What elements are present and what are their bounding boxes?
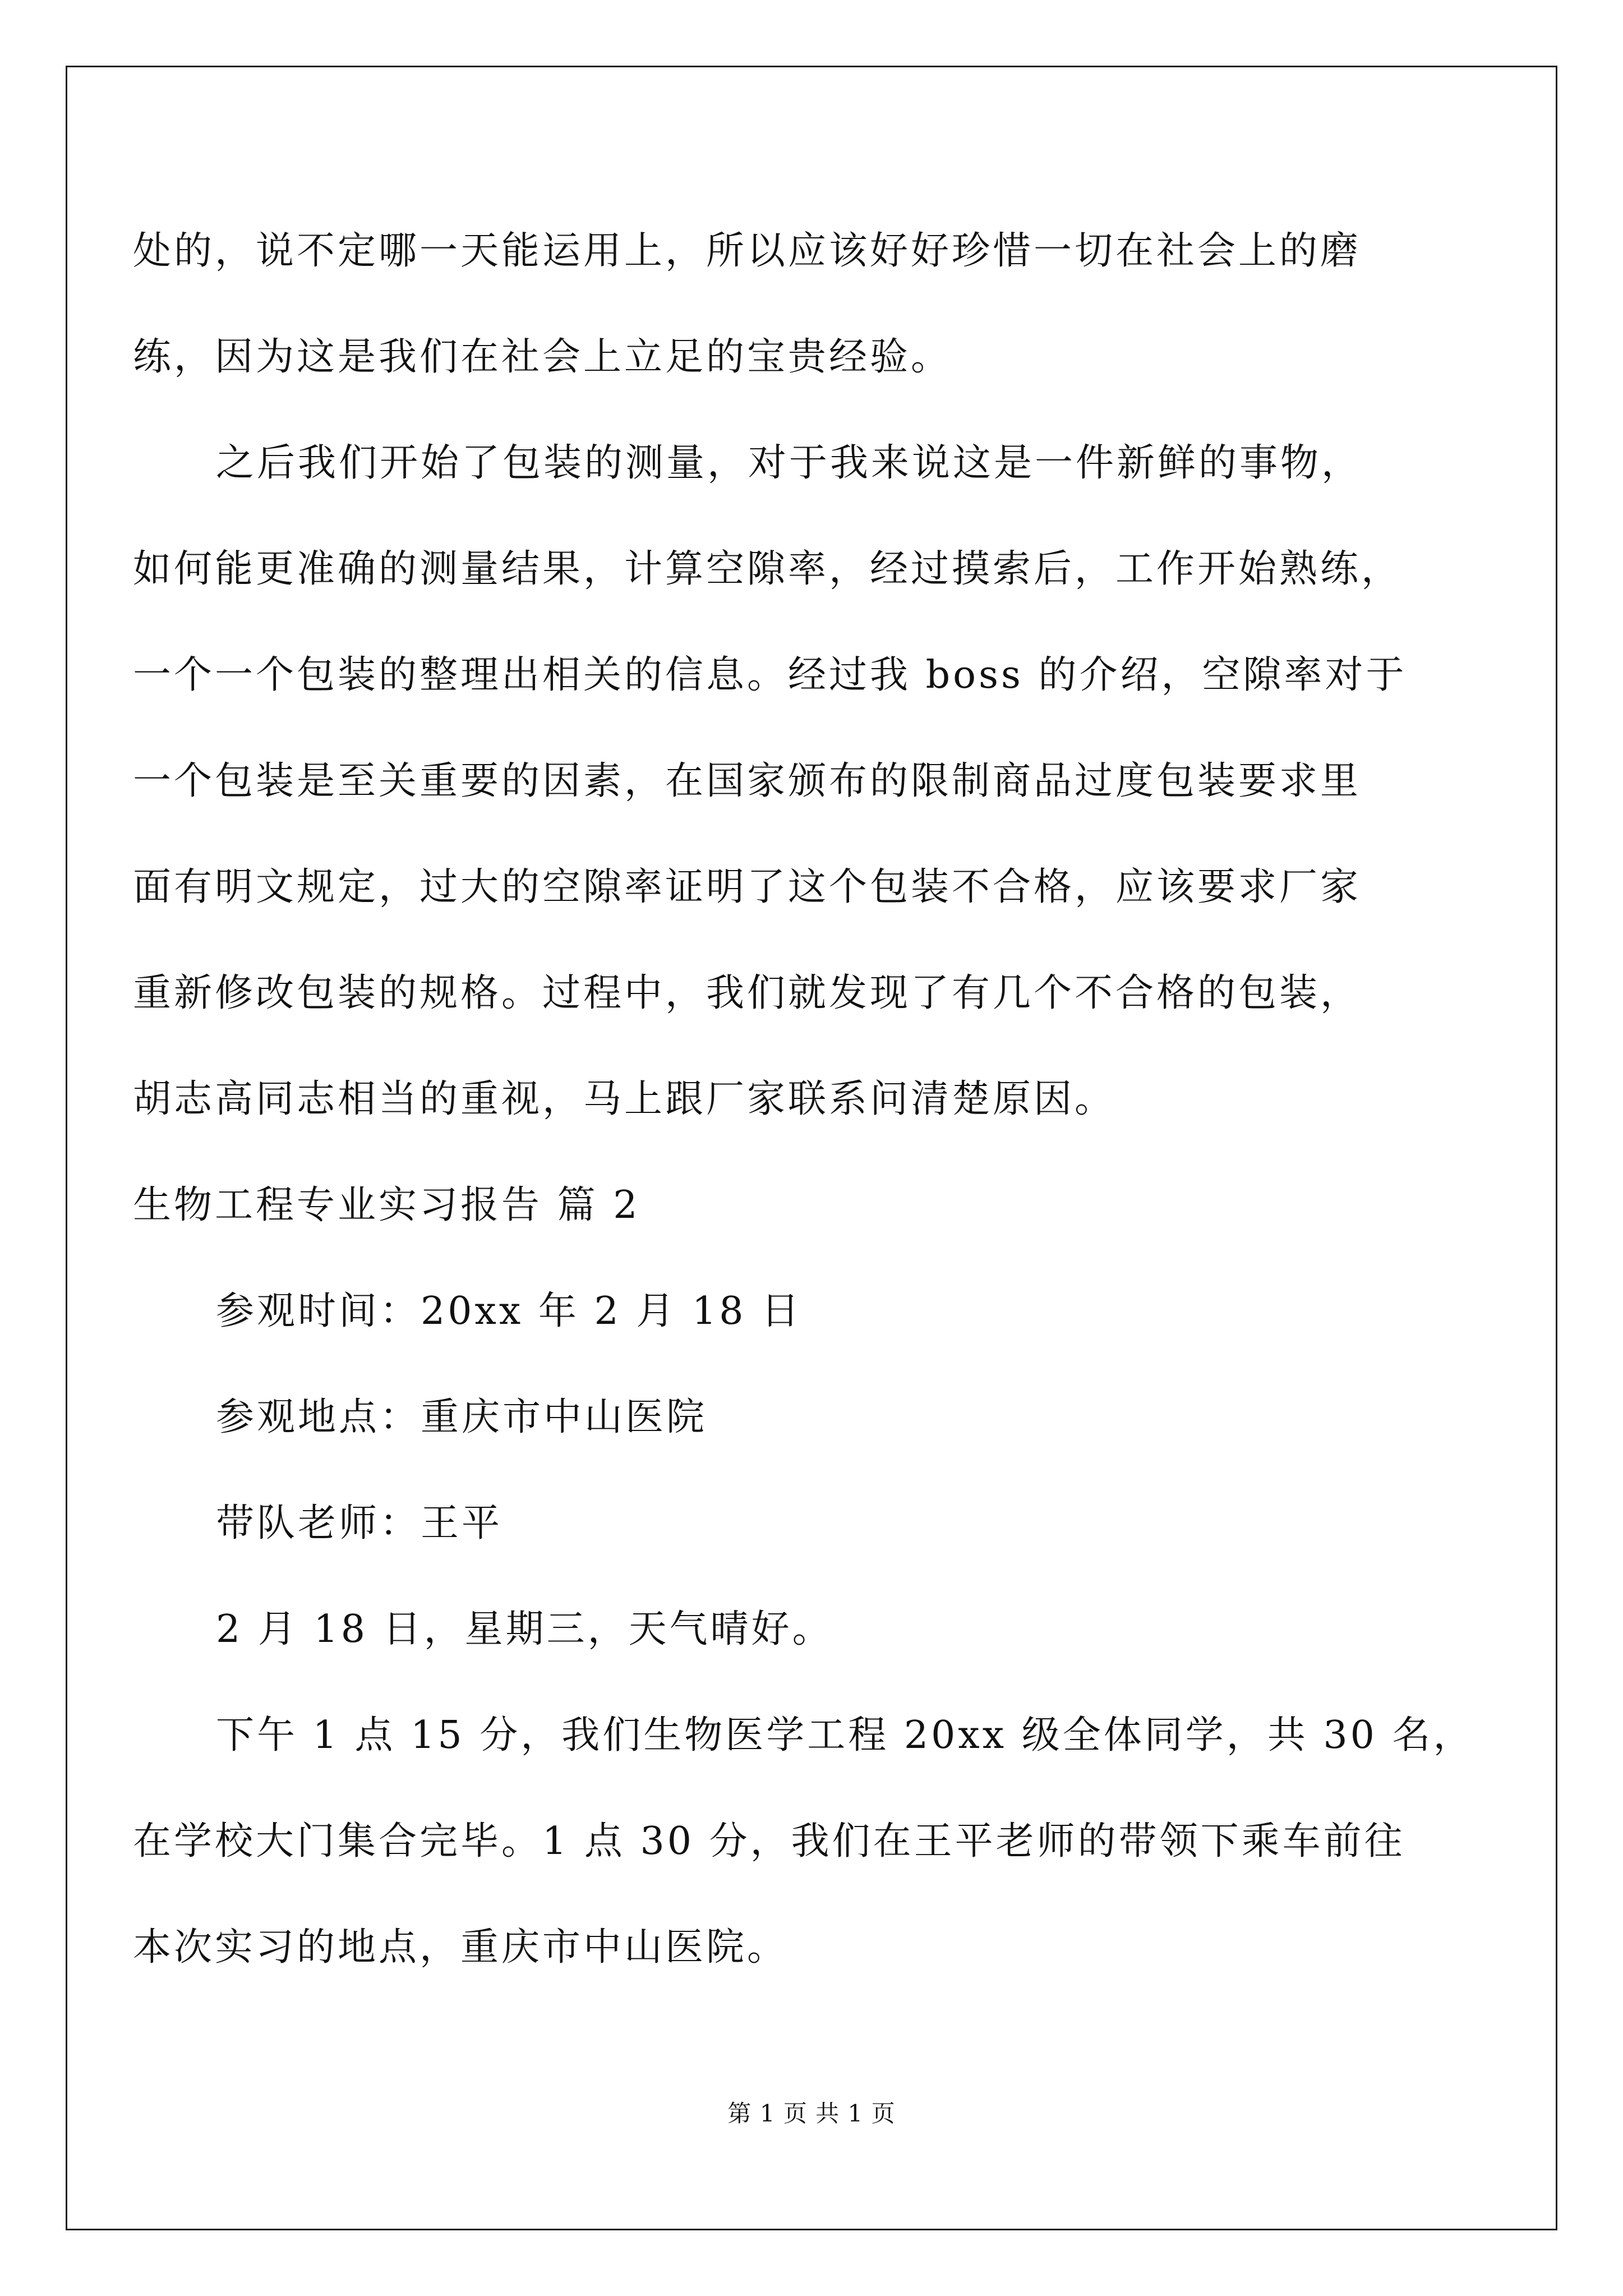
body-text-line: 重新修改包装的规格。过程中，我们就发现了有几个不合格的包装， (133, 971, 1362, 1015)
page-border (66, 66, 1557, 2230)
body-text-line: 下午 1 点 15 分，我们生物医学工程 20xx 级全体同学，共 30 名， (216, 1713, 1474, 1757)
body-text-line: 本次实习的地点，重庆市中山医院。 (133, 1925, 789, 1970)
body-text-line: 如何能更准确的测量结果，计算空隙率，经过摸索后，工作开始熟练， (133, 547, 1403, 591)
body-text-line: 面有明文规定，过大的空隙率证明了这个包装不合格，应该要求厂家 (133, 865, 1362, 909)
teacher: 带队老师：王平 (216, 1501, 503, 1545)
visit-place: 参观地点：重庆市中山医院 (216, 1395, 708, 1439)
body-text-line: 一个一个包装的整理出相关的信息。经过我 boss 的介绍，空隙率对于 (133, 653, 1407, 697)
page-indicator: 第 1 页 共 1 页 (727, 2100, 896, 2127)
body-text-line: 在学校大门集合完毕。1 点 30 分，我们在王平老师的带领下乘车前往 (133, 1819, 1405, 1864)
date-weather: 2 月 18 日，星期三，天气晴好。 (216, 1607, 833, 1651)
body-text-line: 处的，说不定哪一天能运用上，所以应该好好珍惜一切在社会上的磨 (133, 229, 1362, 273)
section-heading: 生物工程专业实习报告 篇 2 (133, 1183, 640, 1227)
body-text-line: 胡志高同志相当的重视，马上跟厂家联系问清楚原因。 (133, 1077, 1116, 1121)
body-text-line: 之后我们开始了包装的测量，对于我来说这是一件新鲜的事物， (216, 441, 1363, 485)
body-text-line: 练，因为这是我们在社会上立足的宝贵经验。 (133, 335, 952, 379)
body-text-line: 一个包装是至关重要的因素，在国家颁布的限制商品过度包装要求里 (133, 759, 1362, 803)
visit-time: 参观时间：20xx 年 2 月 18 日 (216, 1289, 803, 1333)
